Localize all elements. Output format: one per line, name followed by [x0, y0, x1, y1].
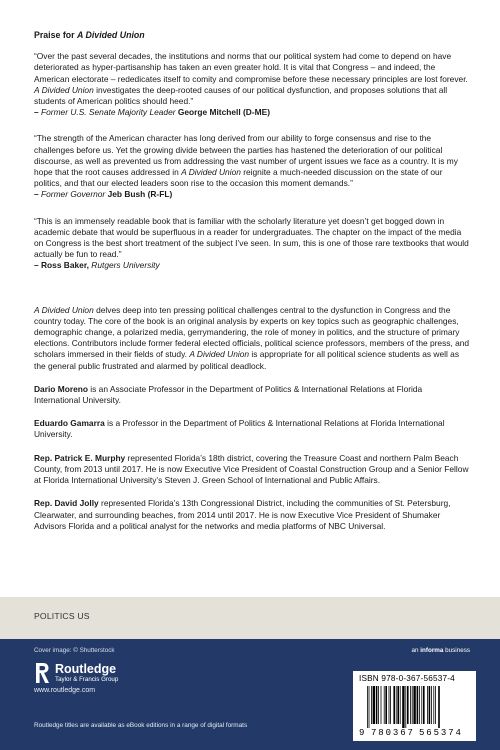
bio-jolly: Rep. David Jolly represented Florida’s 13th Congressional District, including the communities of St. Petersburg, Clearwater, and surrounding beaches, from 2014 until 2017. He is now Executive Vice President of Shumaker Advisors Florida and a political analyst for the networks and media platforms of NBC Universal.: [34, 498, 451, 531]
publisher-website: www.routledge.com: [34, 687, 96, 694]
quote-attribution: – Former Governor Jeb Bush (R-FL): [34, 189, 173, 200]
main-text: [34, 30, 470, 544]
barcode-bar: [371, 686, 372, 724]
ebook-note: Routledge titles are available as eBook editions in a range of digital formats: [34, 722, 248, 729]
barcode-bar: [438, 686, 440, 728]
barcode-bar: [400, 686, 401, 724]
barcode-bar: [389, 686, 390, 724]
barcode-bar: [419, 686, 420, 724]
bio-murphy: Rep. Patrick E. Murphy represented Florida’s 18th district, covering the Treasure Coast and northern Palm Beach County, from 2013 until 2017. He is now Executive Vice President of Coastal Construction Group and a Senior Fellow at Florida International University’s Steven J. Green School of International and Public Affairs.: [34, 452, 469, 486]
barcode-bar: [385, 686, 387, 724]
barcode-bar: [369, 686, 370, 728]
barcode-bar: [381, 686, 382, 724]
praise-heading-title: A Divided Union: [77, 30, 145, 40]
quote-attribution: – Former U.S. Senate Majority Leader George Mitchell (D-ME): [34, 107, 270, 118]
barcode-bar: [373, 686, 375, 724]
quote-text: “This is an immensely readable book that is familiar with the scholarly literature yet doesn’t get bogged down in academic debate that would be superfluous in a reader for undergraduates. The chapter on the impact of the media on Congress is the best short treatment of the subject I’ve seen. In sum, this is one of those rare textbooks that would actually be fun to read.”: [34, 215, 469, 260]
logo-subtitle: Taylor & Francis Group: [55, 676, 119, 683]
barcode-bar: [384, 686, 385, 724]
barcode-bar: [402, 686, 404, 728]
barcode-bar: [376, 686, 378, 724]
quote-text: “The strength of the American character has long derived from our ability to forge consensus and rise to the challenges before us. Yet the growing divide between the parties has hastened the deterioration of our political discourse, as well as prevented us from addressing the vast number of urgent issues we face as a country. It is my hope that the root causes addressed in A Divided Union reignite a much-needed discussion on the state of our politics, and that our elected leaders soon rise to the occasion this moment demands.”: [34, 133, 458, 189]
bio-moreno: Dario Moreno is an Associate Professor in the Department of Politics & International Relations at Florida International University.: [34, 383, 423, 406]
quote-mitchell: [34, 51, 470, 118]
barcode-bar: [410, 686, 411, 724]
barcode-bar: [431, 686, 432, 724]
isbn-barcode: ISBN 978-0-367-56537-4 9 780367 565374: [353, 671, 476, 741]
quote-baker: [34, 216, 470, 272]
barcode-bar: [421, 686, 422, 724]
barcode-bar: [412, 686, 413, 724]
barcode-bar: [378, 686, 379, 724]
cover-credit: Cover image: © Shutterstock: [34, 647, 115, 654]
isbn-text: ISBN 978-0-367-56537-4: [359, 674, 455, 683]
barcode-bar: [407, 686, 409, 724]
barcode-bar: [397, 686, 399, 724]
quote-bush: [34, 133, 470, 200]
book-description: A Divided Union delves deep into ten pressing political challenges central to the dysfunction in Congress and the country today. The core of the book is an original analysis by experts on key topics such as geographic challenges, demographic change, a polarized media, gerrymandering, the role of money in politics, and the structure of primary elections. Contributors include former federal elected officials, political science professors, members of the press, and scholars immersed in their fields of study. A Divided Union is appropriate for all political science students as well as the general public frustrated and alarmed by political deadlock.: [34, 304, 470, 371]
logo-name: Routledge: [55, 662, 117, 676]
bio-gamarra: Eduardo Gamarra is a Professor in the Department of Politics & International Relations at Florida International University.: [34, 418, 445, 440]
informa-tagline: an informa business: [411, 647, 470, 654]
quote-attribution: – Ross Baker, Rutgers University: [34, 260, 160, 271]
barcode-bar: [417, 686, 419, 724]
barcode-bar: [433, 686, 434, 724]
routledge-r-icon: [34, 661, 50, 685]
praise-heading: Praise for A Divided Union: [34, 30, 145, 40]
quote-text: “Over the past several decades, the institutions and norms that our political system had come to depend on have deteriorated as hyper-partisanship has taken an even greater hold. It is vital that Congress – and indeed, the American electorate – rededicates itself to comity and compromise before these necessary principles are lost forever. A Divided Union investigates the deep-rooted causes of our political dysfunction, and proposes solutions that all students of American politics should heed.”: [34, 51, 468, 107]
publisher-footer: [0, 639, 500, 750]
barcode-bar: [405, 686, 406, 728]
barcode-bar: [427, 686, 428, 724]
category-label: POLITICS US: [34, 611, 90, 621]
routledge-logo: [34, 661, 174, 701]
barcode-bar: [429, 686, 431, 724]
barcode-bar: [423, 686, 425, 724]
barcode-bars: [367, 686, 465, 728]
barcode-bar: [393, 686, 395, 724]
barcode-bar: [435, 686, 436, 724]
category-band: [0, 597, 500, 639]
barcode-bar: [390, 686, 391, 724]
barcode-bar: [413, 686, 415, 724]
barcode-bar: [367, 686, 368, 728]
barcode-bar: [396, 686, 397, 724]
